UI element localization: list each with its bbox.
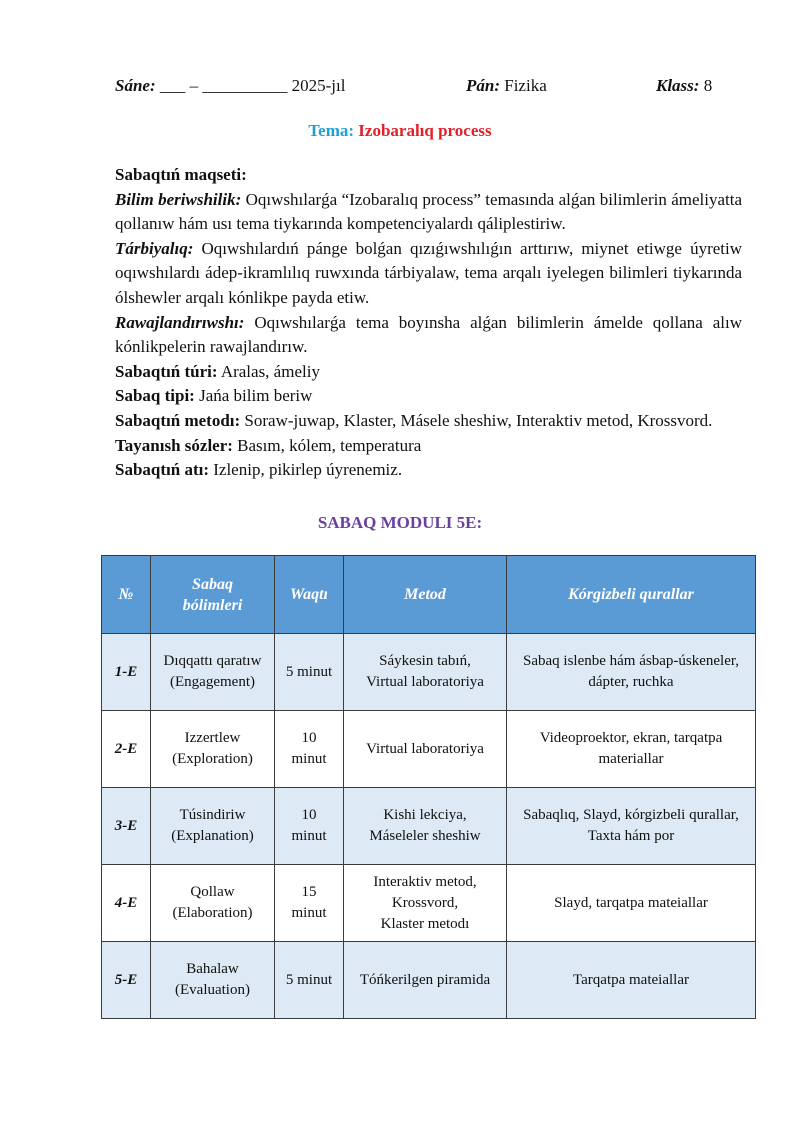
lesson-topic: [0, 121, 800, 141]
section-section-line1: Qollaw: [190, 884, 235, 900]
section-section-line2: (Evaluation): [175, 982, 250, 998]
cell-tools: [507, 788, 756, 865]
lesson-name-label: Sabaqtıń atı:: [115, 460, 209, 480]
table-row: [102, 942, 756, 1019]
tools-tools-line1: Tarqatpa mateiallar: [573, 971, 689, 988]
method-method-line2: Virtual laboratoriya: [366, 674, 484, 690]
developmental-goal: [115, 311, 742, 360]
lesson-kind-value: Aralas, ámeliy: [220, 361, 320, 381]
subject-label: Pán:: [466, 76, 500, 95]
cell-method: [344, 711, 507, 788]
header-tools: Kórgizbeli qurallar: [507, 556, 756, 634]
time-time-line2: minut: [291, 905, 327, 921]
section-section-line1: Bahalaw: [186, 961, 239, 977]
lesson-name: [115, 458, 742, 483]
date-value: ___ – __________ 2025-jıl: [159, 76, 346, 95]
developmental-goal-text: Oqıwshılarǵa tema boyınsha alǵan bilimlerin ámelde qollana alıw kónlikpelerin rawajlandırıw.: [115, 312, 743, 357]
subject-value: Fizika: [504, 76, 547, 95]
cell-tools: [507, 942, 756, 1019]
keywords: [115, 434, 742, 459]
cell-stage-number: 4-E: [102, 865, 151, 942]
module-table: [101, 555, 756, 1019]
educational-goal: [115, 188, 742, 237]
section-section-line1: Izzertlew: [184, 730, 241, 746]
header-section-line1: Sabaq: [192, 575, 233, 593]
cell-time: [275, 942, 344, 1019]
lesson-kind-label: Sabaqtıń túri:: [115, 361, 218, 381]
method-method-line1: Sáykesin tabıń,: [379, 653, 471, 669]
cell-section: [151, 788, 275, 865]
cell-method: [344, 865, 507, 942]
lesson-methods-label: Sabaqtıń metodı:: [115, 410, 241, 430]
table-row: [102, 865, 756, 942]
tools-tools-line1: Sabaq islenbe hám ásbap-úskeneler,: [523, 653, 739, 669]
section-section-line2: (Exploration): [172, 751, 253, 767]
cell-time: [275, 865, 344, 942]
class-value: 8: [703, 76, 713, 95]
section-section-line1: Dıqqattı qaratıw: [163, 653, 262, 669]
class-field: [656, 76, 712, 96]
cell-method: [344, 634, 507, 711]
cell-tools: [507, 711, 756, 788]
header-method: Metod: [344, 556, 507, 634]
table-row: [102, 788, 756, 865]
tools-tools-line2: Taxta hám por: [587, 828, 675, 844]
goal-heading: Sabaqtıń maqseti:: [115, 165, 247, 184]
cell-method: [344, 942, 507, 1019]
upbringing-goal-label: Tárbiyalıq:: [115, 238, 194, 258]
method-method-line2: Máseleler sheshiw: [369, 828, 481, 844]
tools-tools-line2: dápter, ruchka: [588, 674, 674, 690]
method-method-line1: Virtual laboratoriya: [366, 740, 484, 757]
cell-section: [151, 634, 275, 711]
method-method-line1: Interaktiv metod,: [373, 873, 477, 890]
class-label: Klass:: [656, 76, 700, 95]
upbringing-goal: [115, 237, 742, 311]
cell-section: [151, 942, 275, 1019]
cell-stage-number: 3-E: [102, 788, 151, 865]
date-field: [115, 76, 345, 96]
header-section: [151, 556, 275, 634]
section-section-line1: Túsindiriw: [179, 807, 246, 823]
lesson-type: [115, 384, 742, 409]
cell-tools: [507, 865, 756, 942]
method-method-line1: Kishi lekciya,: [383, 807, 467, 823]
cell-method: [344, 788, 507, 865]
date-label: Sáne:: [115, 76, 156, 95]
tools-tools-line1: Videoproektor, ekran, tarqatpa: [539, 730, 723, 746]
time-time-line1: 10: [301, 807, 317, 823]
header-time: Waqtı: [275, 556, 344, 634]
method-method-line2: Krossvord,: [391, 894, 459, 911]
lesson-header: [115, 76, 720, 100]
lesson-type-label: Sabaq tipi:: [115, 386, 195, 406]
tools-tools-line1: Slayd, tarqatpa mateiallar: [554, 894, 708, 911]
section-section-line2: (Explanation): [171, 828, 254, 844]
educational-goal-label: Bilim beriwshilik:: [115, 189, 242, 209]
cell-time: [275, 634, 344, 711]
table-row: [102, 711, 756, 788]
tools-tools-line1: Sabaqlıq, Slayd, kórgizbeli qurallar,: [523, 807, 739, 823]
method-method-line3: Klaster metodı: [380, 915, 470, 932]
topic-value: Izobaralıq process: [358, 121, 492, 140]
topic-label: Tema:: [308, 121, 355, 140]
header-section-line2: bólimleri: [182, 596, 243, 614]
cell-section: [151, 865, 275, 942]
time-time-line1: 5 minut: [285, 663, 333, 680]
section-section-line2: (Engagement): [170, 674, 255, 690]
lesson-methods-value: Soraw-juwap, Klaster, Másele sheshiw, Interaktiv metod, Krossvord.: [244, 410, 713, 430]
method-method-line1: Tóńkerilgen piramida: [359, 971, 491, 988]
table-row: [102, 634, 756, 711]
header-num: №: [102, 556, 151, 634]
table-header-row: [102, 556, 756, 634]
time-time-line1: 10: [301, 730, 317, 746]
lesson-details: [115, 163, 742, 483]
lesson-kind: [115, 360, 742, 385]
educational-goal-text: Oqıwshılarǵa “Izobaralıq process” temasında alǵan bilimlerin ámeliyatta qollanıw hám usı tema tiykarında kompetenciyalardı qáliplestiriw.: [115, 189, 742, 234]
cell-stage-number: 5-E: [102, 942, 151, 1019]
upbringing-goal-text: Oqıwshılardıń pánge bolǵan qızıǵıwshılıǵın arttırıw, miynet etiwge úyretiw oqıwshılardı ádep-ikramlılıq ruwxında tárbiyalaw, tema arqalı iyelegen bilimleri tiykarında ólshewler arqalı kónlikpe payda etiw.: [115, 238, 742, 307]
cell-tools: [507, 634, 756, 711]
developmental-goal-label: Rawajlandırıwshı:: [115, 312, 245, 332]
cell-time: [275, 711, 344, 788]
cell-stage-number: 1-E: [102, 634, 151, 711]
cell-section: [151, 711, 275, 788]
module-title: SABAQ MODULI 5E:: [317, 513, 483, 532]
lesson-name-value: Izlenip, pikirlep úyrenemiz.: [213, 460, 403, 480]
time-time-line1: 5 minut: [285, 971, 333, 988]
keywords-value: Basım, kólem, temperatura: [237, 435, 422, 455]
table-body: [102, 634, 756, 1019]
lesson-methods: [115, 409, 742, 434]
time-time-line2: minut: [291, 751, 327, 767]
lesson-type-value: Jańa bilim beriw: [199, 386, 313, 406]
tools-tools-line2: materiallar: [598, 751, 664, 767]
cell-time: [275, 788, 344, 865]
time-time-line1: 15: [301, 884, 317, 900]
subject-field: [466, 76, 547, 96]
keywords-label: Tayanısh sózler:: [115, 435, 233, 455]
cell-stage-number: 2-E: [102, 711, 151, 788]
time-time-line2: minut: [291, 828, 327, 844]
section-section-line2: (Elaboration): [172, 905, 253, 921]
